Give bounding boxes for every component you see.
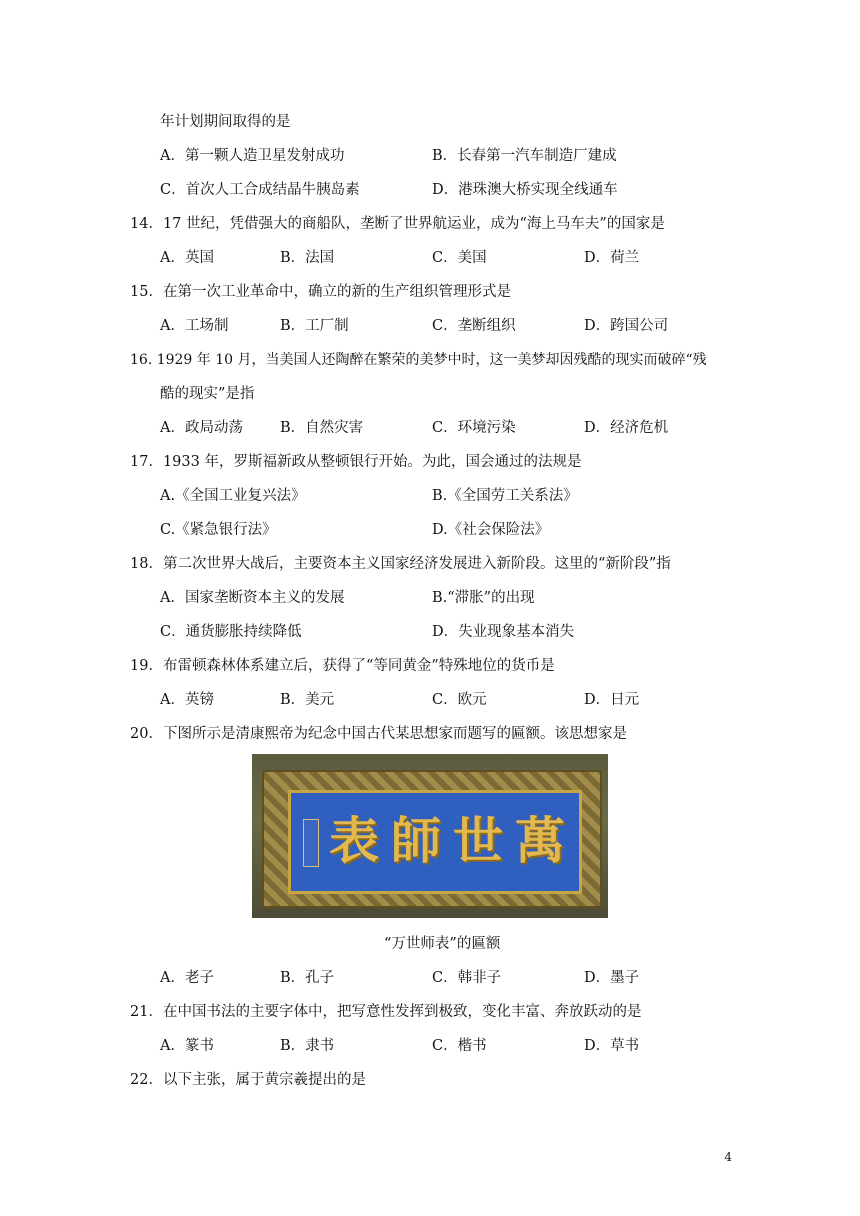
option-d: D．墨子 bbox=[584, 970, 640, 986]
option-d: D．经济危机 bbox=[584, 420, 669, 436]
option-a: A．英国 bbox=[160, 250, 214, 266]
plaque-char: 萬 bbox=[515, 811, 565, 870]
question-16: 16. 1929 年 10 月，当美国人还陶醉在繁荣的美梦中时，这一美梦却因残酷的现实而破碎“残 bbox=[130, 352, 707, 368]
question-22: 22．以下主张，属于黄宗羲提出的是 bbox=[130, 1072, 366, 1088]
page-number: 4 bbox=[724, 1150, 732, 1164]
option-c: C.《紧急银行法》 bbox=[160, 522, 277, 538]
plaque-char: 表 bbox=[329, 811, 379, 870]
option-a: A．政局动荡 bbox=[160, 420, 243, 436]
option-d: D．日元 bbox=[584, 692, 640, 708]
question-15: 15．在第一次工业革命中，确立的新的生产组织管理形式是 bbox=[130, 284, 511, 300]
option-c: C．垄断组织 bbox=[432, 318, 516, 334]
plaque-char: 世 bbox=[453, 811, 503, 870]
question-text: 年计划期间取得的是 bbox=[160, 114, 291, 130]
option-c: C．欧元 bbox=[432, 692, 487, 708]
option-b: B．自然灾害 bbox=[280, 420, 364, 436]
question-16-cont: 酷的现实”是指 bbox=[160, 386, 255, 402]
option-c: C．美国 bbox=[432, 250, 487, 266]
option-b: B．美元 bbox=[280, 692, 335, 708]
option-a: A．国家垄断资本主义的发展 bbox=[160, 590, 345, 606]
option-a: A．英镑 bbox=[160, 692, 214, 708]
option-b: B．工厂制 bbox=[280, 318, 349, 334]
option-b: B．法国 bbox=[280, 250, 335, 266]
option-a: A．老子 bbox=[160, 970, 214, 986]
option-b: B．隶书 bbox=[280, 1038, 335, 1054]
option-a: A．第一颗人造卫星发射成功 bbox=[160, 148, 345, 164]
seal-stamp bbox=[303, 819, 319, 867]
option-d: D．港珠澳大桥实现全线通车 bbox=[432, 182, 618, 198]
option-c: C．通货膨胀持续降低 bbox=[160, 624, 302, 640]
plaque-panel bbox=[288, 790, 582, 894]
option-d: D．失业现象基本消失 bbox=[432, 624, 575, 640]
option-c: C．首次人工合成结晶牛胰岛素 bbox=[160, 182, 360, 198]
option-c: C．韩非子 bbox=[432, 970, 502, 986]
option-b: B.“滞胀”的出现 bbox=[432, 590, 535, 606]
option-b: B．长春第一汽车制造厂建成 bbox=[432, 148, 617, 164]
option-d: D．荷兰 bbox=[584, 250, 640, 266]
option-a: A.《全国工业复兴法》 bbox=[160, 488, 306, 504]
option-a: A．工场制 bbox=[160, 318, 229, 334]
question-20: 20．下图所示是清康熙帝为纪念中国古代某思想家而题写的匾额。该思想家是 bbox=[130, 726, 627, 742]
option-b: B.《全国劳工关系法》 bbox=[432, 488, 578, 504]
option-c: C．环境污染 bbox=[432, 420, 516, 436]
option-b: B．孔子 bbox=[280, 970, 335, 986]
question-18: 18．第二次世界大战后，主要资本主义国家经济发展进入新阶段。这里的“新阶段”指 bbox=[130, 556, 671, 572]
option-c: C．楷书 bbox=[432, 1038, 487, 1054]
option-d: D．草书 bbox=[584, 1038, 640, 1054]
option-d: D．跨国公司 bbox=[584, 318, 669, 334]
plaque-char: 師 bbox=[391, 811, 441, 870]
option-d: D.《社会保险法》 bbox=[432, 522, 550, 538]
option-a: A．篆书 bbox=[160, 1038, 214, 1054]
question-14: 14．17 世纪，凭借强大的商船队，垄断了世界航运业，成为“海上马车夫”的国家是 bbox=[130, 216, 665, 232]
question-21: 21．在中国书法的主要字体中，把写意性发挥到极致，变化丰富、奔放跃动的是 bbox=[130, 1004, 642, 1020]
plaque-frame bbox=[262, 770, 602, 908]
question-19: 19．布雷顿森林体系建立后，获得了“等同黄金”特殊地位的货币是 bbox=[130, 658, 555, 674]
question-17: 17．1933 年，罗斯福新政从整顿银行开始。为此，国会通过的法规是 bbox=[130, 454, 582, 470]
plaque-image bbox=[252, 754, 608, 918]
figure-caption: “万世师表”的匾额 bbox=[384, 936, 501, 952]
